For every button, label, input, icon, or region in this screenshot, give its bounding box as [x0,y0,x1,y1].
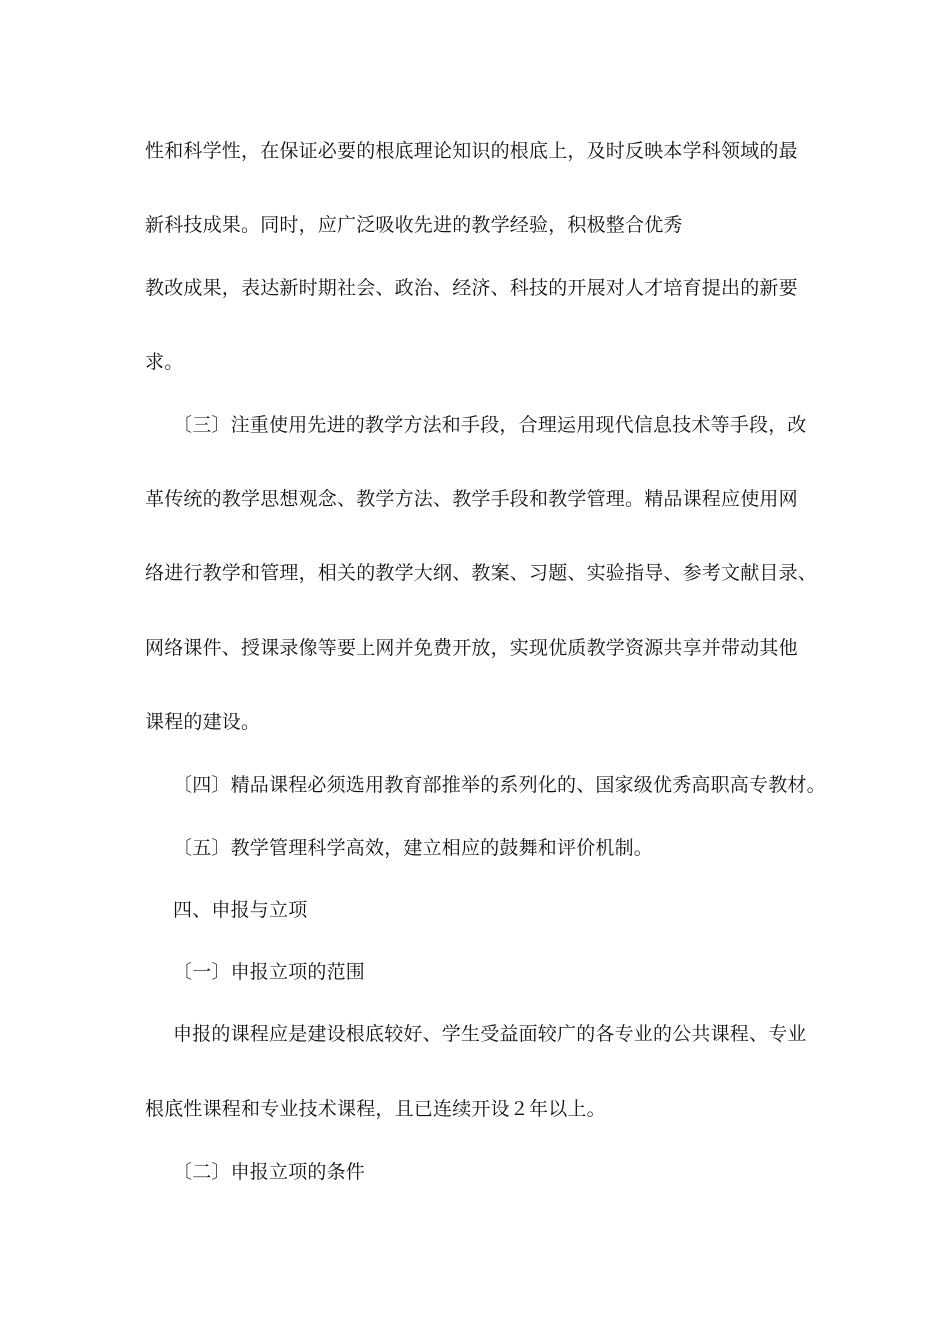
paragraph-line: 性和科学性，在保证必要的根底理论知识的根底上，及时反映本学科领域的最 [145,140,798,162]
paragraph-line: 络进行教学和管理，相关的教学大纲、教案、习题、实验指导、参考文献目录、 [145,562,818,584]
paragraph-line: 求。 [145,351,184,373]
paragraph-line: 革传统的教学思想观念、教学方法、教学手段和教学管理。精品课程应使用网 [145,488,798,510]
paragraph-line: 网络课件、授课录像等要上网并免费开放，实现优质教学资源共享并带动其他 [145,637,798,659]
paragraph-line: 根底性课程和专业技术课程，且已连续开设２年以上。 [145,1098,606,1120]
paragraph-line: 〔三〕注重使用先进的教学方法和手段，合理运用现代信息技术等手段，改 [173,414,807,436]
section-heading: 四、申报与立项 [173,899,308,921]
paragraph-line: 课程的建设。 [145,711,261,733]
subsection-heading: 〔二〕申报立项的条件 [173,1161,366,1183]
paragraph-line: 新科技成果。同时，应广泛吸收先进的教学经验，积极整合优秀 [145,214,683,236]
subsection-heading: 〔一〕申报立项的范围 [173,961,366,983]
paragraph-line: 申报的课程应是建设根底较好、学生受益面较广的各专业的公共课程、专业 [173,1023,807,1045]
paragraph-line: 〔五〕教学管理科学高效，建立相应的鼓舞和评价机制。 [173,837,654,859]
paragraph-line: 〔四〕精品课程必须选用教育部推举的系列化的、国家级优秀高职高专教材。 [173,774,826,796]
paragraph-line: 教改成果，表达新时期社会、政治、经济、科技的开展对人才培育提出的新要 [145,277,798,299]
